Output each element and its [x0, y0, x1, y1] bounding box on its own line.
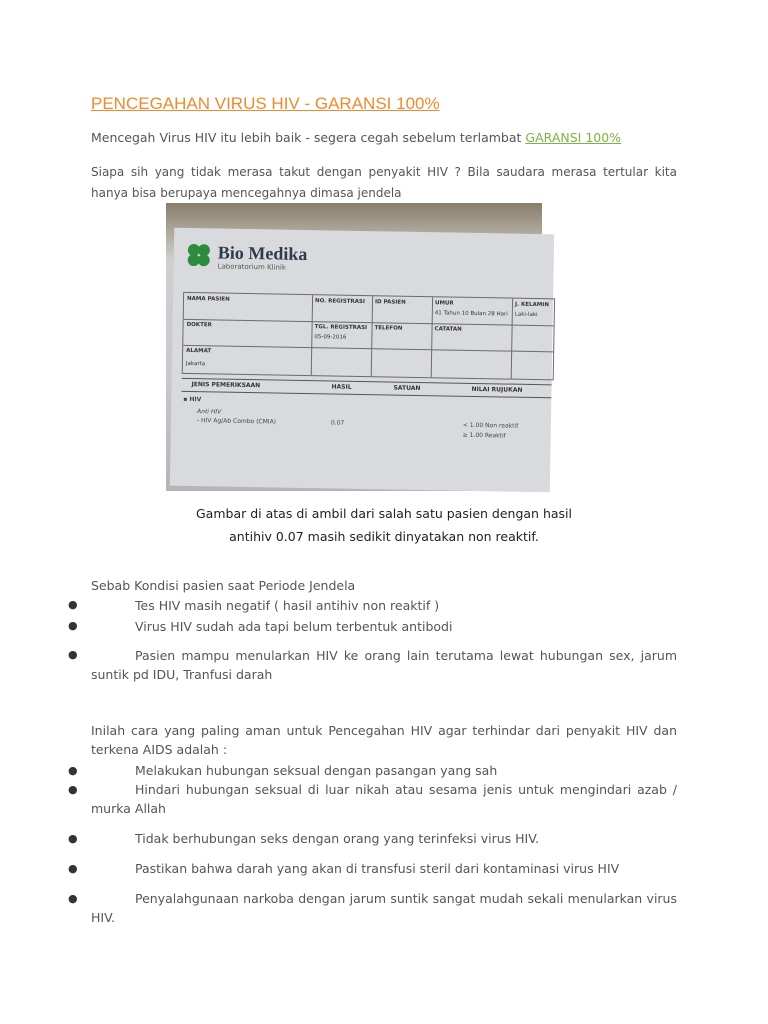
list-item: Hindari hubungan seksual di luar nikah atau sesama jenis untuk mengindari azab / murka Allah	[91, 782, 677, 816]
header-jenis: JENIS PEMERIKSAAN	[191, 381, 261, 390]
label-dokter: DOKTER	[186, 321, 212, 329]
label-catatan: CATATAN	[434, 326, 462, 333]
test-group: Anti HIV	[197, 408, 222, 416]
hiv-section-label: ▪ HIV	[183, 395, 202, 404]
tgl-value: 05-09-2016	[314, 334, 347, 341]
label-kelamin: J. KELAMIN	[514, 301, 550, 309]
photo-caption-line-1: Gambar di atas di ambil dari salah satu pasien dengan hasil	[196, 506, 572, 521]
label-telefon: TELEFON	[374, 325, 403, 332]
ref-non-reaktif: < 1.00 Non reaktif	[462, 421, 519, 430]
label-no-registrasi: NO. REGISTRASI	[314, 298, 366, 306]
bullet-icon: ●	[68, 598, 78, 611]
umur-value: 41 Tahun 10 Bulan 28 Hari	[434, 310, 508, 318]
bio-medika-logo	[186, 242, 308, 272]
list-item: Penyalahgunaan narkoba dengan jarum suntik sangat mudah sekali menularkan virus HIV.	[91, 891, 677, 925]
list-item: Tes HIV masih negatif ( hasil antihiv non reaktif )	[135, 598, 440, 613]
bullet-icon: ●	[68, 783, 78, 796]
list-item: Pasien mampu menularkan HIV ke orang lain terutama lewat hubungan sex, jarum suntik pd IDU, Tranfusi darah	[91, 648, 677, 682]
list-item: Virus HIV sudah ada tapi belum terbentuk antibodi	[135, 619, 453, 634]
results-header	[181, 378, 551, 398]
bullet-icon: ●	[68, 648, 78, 661]
label-nama-pasien: NAMA PASIEN	[186, 295, 230, 303]
header-nilai: NILAI RUJUKAN	[471, 385, 523, 394]
page-title: PENCEGAHAN VIRUS HIV - GARANSI 100%	[91, 94, 440, 113]
test-value: 0.07	[330, 419, 345, 427]
label-umur: UMUR	[434, 300, 454, 307]
guarantee-link[interactable]: GARANSI 100%	[525, 130, 622, 145]
list-item: Tidak berhubungan seks dengan orang yang terinfeksi virus HIV.	[135, 831, 540, 846]
kelamin-value: Laki-laki	[514, 311, 538, 319]
brand-subtitle: Laboratorium Klinik	[217, 262, 287, 272]
lead-text: Mencegah Virus HIV itu lebih baik - segera cegah sebelum terlambat	[91, 130, 526, 145]
bullet-icon: ●	[68, 892, 78, 905]
list-item: Melakukan hubungan seksual dengan pasangan yang sah	[135, 763, 498, 778]
bullet-icon: ●	[68, 832, 78, 845]
label-alamat: ALAMAT	[186, 347, 212, 355]
label-id-pasien: ID PASIEN	[374, 299, 406, 306]
photo-caption-line-2: antihiv 0.07 masih sedikit dinyatakan non reaktif.	[229, 529, 539, 544]
header-satuan: SATUAN	[393, 384, 421, 393]
ref-reaktif: ≥ 1.00 Reaktif	[462, 431, 506, 440]
bullet-icon: ●	[68, 862, 78, 875]
test-name: - HIV Ag/Ab Combo (CMIA)	[196, 417, 277, 426]
section2-heading: Inilah cara yang paling aman untuk Pencegahan HIV agar terhindar dari penyakit HIV dan terkena AIDS adalah :	[91, 723, 677, 757]
intro-paragraph: Siapa sih yang tidak merasa takut dengan penyakit HIV ? Bila saudara merasa tertular kita hanya bisa berupaya mencegahnya dimasa jendela	[91, 165, 677, 200]
clover-icon	[186, 242, 212, 268]
lead-paragraph	[91, 128, 621, 147]
lab-report-sheet	[170, 228, 554, 493]
patient-info-grid	[182, 292, 555, 380]
list-item: Pastikan bahwa darah yang akan di transfusi steril dari kontaminasi virus HIV	[135, 861, 620, 876]
lab-result-photo	[166, 203, 550, 491]
header-hasil: HASIL	[331, 383, 352, 391]
section1-heading: Sebab Kondisi pasien saat Periode Jendela	[91, 578, 356, 593]
bullet-icon: ●	[68, 764, 78, 777]
brand-name: Bio Medika	[217, 242, 308, 265]
alamat-value: Jakarta	[185, 360, 206, 368]
bullet-icon: ●	[68, 619, 78, 632]
label-tgl-registrasi: TGL. REGISTRASI	[314, 324, 368, 332]
